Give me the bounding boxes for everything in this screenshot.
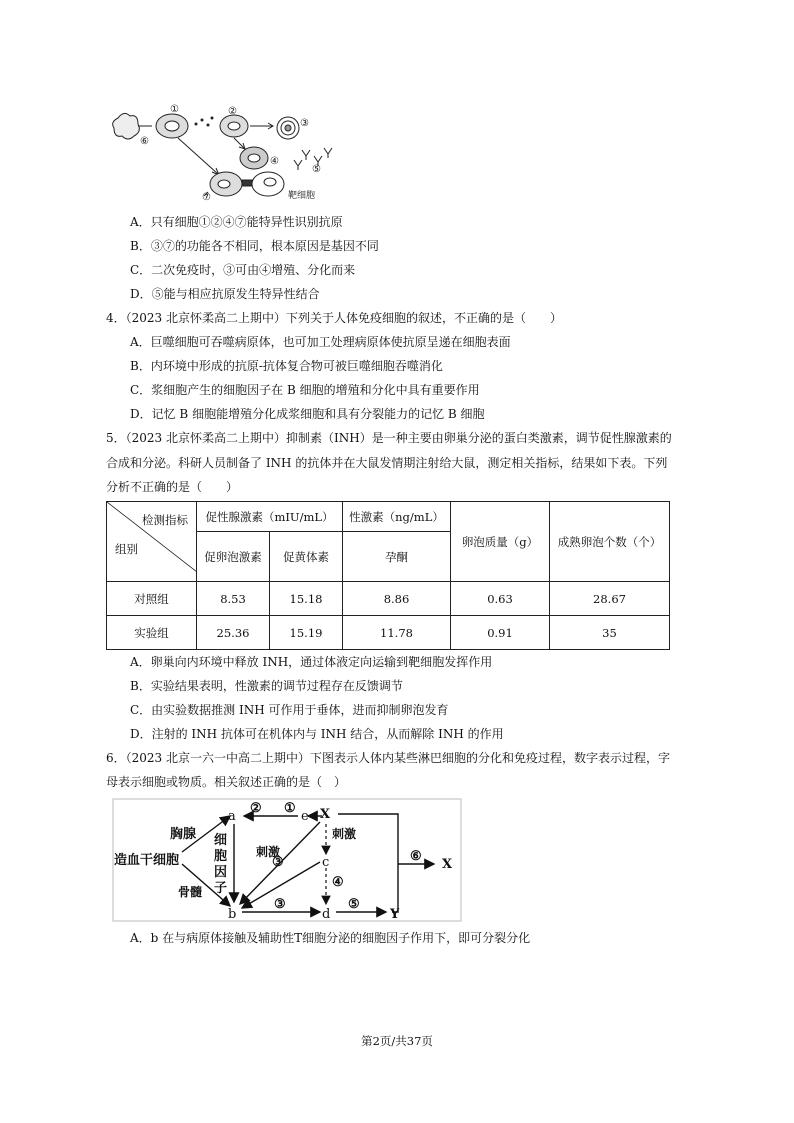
lymphocyte-diagram: [112, 798, 462, 922]
q6-option-a: A．b 在与病原体接触及辅助性T细胞分泌的细胞因子作用下，即可分裂分化: [130, 931, 531, 945]
header-fsh: 促卵泡激素: [197, 532, 270, 582]
svg-text:④: ④: [270, 156, 279, 167]
immune-cell-figure: [108, 104, 348, 202]
cell-value: 11.78: [343, 616, 451, 650]
header-mature-count: 成熟卵泡个数（个）: [550, 502, 670, 582]
svg-text:⑤: ⑤: [312, 164, 321, 175]
cell-group: 对照组: [107, 582, 197, 616]
q5-option-a: A．卵巢向内环境中释放 INH，通过体液定向运输到靶细胞发挥作用: [130, 655, 493, 669]
corner-top-label: 检测指标: [142, 513, 188, 527]
cell-value: 8.86: [343, 582, 451, 616]
q6-stem-line-2: 母表示细胞或物质。相关叙述正确的是（ ）: [106, 775, 347, 789]
stimulus-label-2: 刺激: [332, 827, 357, 841]
q3-option-d: D．⑤能与相应抗原发生特异性结合: [130, 287, 320, 301]
svg-text:靶细胞: 靶细胞: [288, 191, 316, 201]
q5-option-d: D．注射的 INH 抗体可在机体内与 INH 结合，从而解除 INH 的作用: [130, 727, 504, 741]
node-e: e: [301, 809, 309, 824]
cell-value: 25.36: [197, 616, 270, 650]
q4-option-d: D．记忆 B 细胞能增殖分化成浆细胞和具有分裂能力的记忆 B 细胞: [130, 407, 485, 421]
q4-option-b: B．内环境中形成的抗原-抗体复合物可被巨噬细胞吞噬消化: [130, 359, 443, 373]
header-sex-hormone: 性激素（ng/mL）: [343, 502, 451, 532]
antigen-shape: [113, 113, 140, 139]
marrow-label: 骨髓: [178, 885, 203, 899]
node-x: X: [320, 807, 331, 822]
step-2: ②: [250, 801, 262, 816]
q5-option-c: C．由实验数据推测 INH 可作用于垂体，进而抑制卵泡发育: [130, 703, 449, 717]
table-row: [107, 616, 670, 650]
node-y: Y: [390, 907, 400, 922]
q3-option-a: A．只有细胞①②④⑦能特异性识别抗原: [130, 215, 343, 229]
header-lh: 促黄体素: [270, 532, 343, 582]
target-cell: [252, 172, 284, 196]
cell-value: 28.67: [550, 582, 670, 616]
table-corner-cell: [107, 502, 197, 582]
table-row: [107, 582, 670, 616]
svg-text:子: 子: [214, 881, 228, 896]
q4-stem: 4．（2023 北京怀柔高二上期中）下列关于人体免疫细胞的叙述，不正确的是（ ）: [106, 311, 562, 325]
stimulus-label-1: 刺激: [256, 845, 281, 859]
cell-value: 0.63: [451, 582, 550, 616]
step-3b: ③: [274, 897, 286, 912]
node-x-out: X: [442, 857, 453, 872]
step-1: ①: [284, 801, 296, 816]
cell-value: 35: [550, 616, 670, 650]
corner-bottom-label: 组别: [115, 542, 138, 556]
cell-group: 实验组: [107, 616, 197, 650]
thymus-label: 胸腺: [170, 827, 197, 842]
q5-option-b: B．实验结果表明，性激素的调节过程存在反馈调节: [130, 679, 403, 693]
cell-value: 8.53: [197, 582, 270, 616]
svg-text:②: ②: [228, 106, 237, 117]
hormone-table: [106, 501, 670, 650]
svg-text:胞: 胞: [214, 849, 228, 864]
svg-text:因: 因: [214, 865, 228, 880]
cell-value: 15.19: [270, 616, 343, 650]
step-4: ④: [332, 875, 344, 890]
q4-option-c: C．浆细胞产生的细胞因子在 B 细胞的增殖和分化中具有重要作用: [130, 383, 480, 397]
header-follicle-mass: 卵泡质量（g）: [451, 502, 550, 582]
q5-stem-line-1: 5．（2023 北京怀柔高二上期中）抑制素（INH）是一种主要由卵巢分泌的蛋白类激素，调节促性腺激素的: [106, 431, 672, 445]
step-5: ⑤: [348, 897, 360, 912]
page-footer: 第2页/共37页: [361, 1034, 433, 1048]
cell-value: 0.91: [451, 616, 550, 650]
svg-text:细: 细: [214, 833, 228, 848]
step-3a: ③: [272, 855, 284, 870]
svg-text:①: ①: [170, 104, 179, 115]
cell-value: 15.18: [270, 582, 343, 616]
cytokine-label: [214, 833, 227, 896]
stem-cell-label: 造血干细胞: [114, 853, 180, 868]
header-gonadotropin: 促性腺激素（mIU/mL）: [197, 502, 343, 532]
svg-text:⑥: ⑥: [140, 136, 149, 147]
q6-stem-line-1: 6．（2023 北京一六一中高二上期中）下图表示人体内某些淋巴细胞的分化和免疫过程，数字表示过程，字: [106, 751, 670, 765]
node-b: b: [228, 907, 237, 922]
header-progesterone: 孕酮: [343, 532, 451, 582]
svg-text:⑦: ⑦: [202, 192, 211, 202]
svg-text:③: ③: [300, 118, 309, 129]
q3-option-c: C．二次免疫时，③可由④增殖、分化而来: [130, 263, 356, 277]
q4-option-a: A．巨噬细胞可吞噬病原体，也可加工处理病原体使抗原呈递在细胞表面: [130, 335, 511, 349]
node-a: a: [228, 809, 236, 824]
q5-stem-line-3: 分析不正确的是（ ）: [106, 480, 239, 494]
step-6: ⑥: [410, 849, 422, 864]
node-c: c: [322, 855, 330, 870]
node-d: d: [322, 907, 331, 922]
q3-option-b: B．③⑦的功能各不相同，根本原因是基因不同: [130, 239, 379, 253]
q5-stem-line-2: 合成和分泌。科研人员制备了 INH 的抗体并在大鼠发情期注射给大鼠，测定相关指标，结果如下表。下列: [106, 456, 668, 470]
